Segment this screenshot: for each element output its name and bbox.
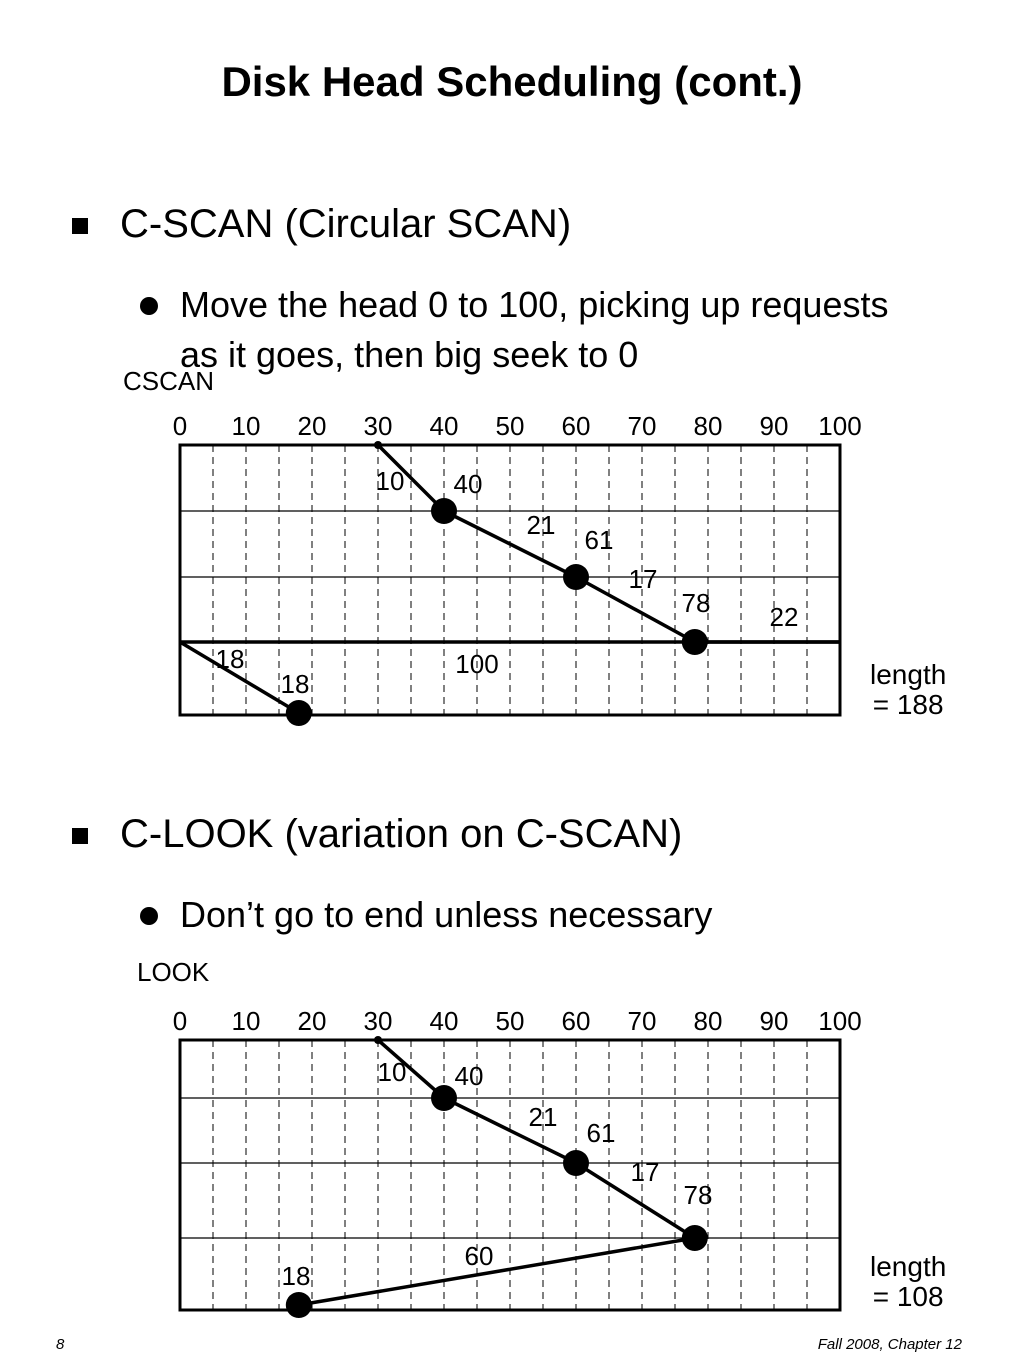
clook-length-value: = 108 (872, 1281, 944, 1312)
x-tick-label: 10 (231, 1006, 261, 1036)
x-tick-label: 20 (297, 411, 327, 441)
x-tick-label: 80 (693, 411, 723, 441)
clook-length-label: length (870, 1251, 947, 1282)
segment-length-label: 100 (455, 649, 499, 679)
segment-length-label: 18 (215, 644, 245, 674)
x-tick-label: 60 (561, 411, 591, 441)
segment-length-label: 60 (464, 1241, 494, 1271)
x-tick-label: 40 (429, 411, 459, 441)
x-tick-label: 0 (172, 1006, 188, 1036)
segment-length-label: 17 (628, 564, 658, 594)
slide-title: Disk Head Scheduling (cont.) (221, 58, 803, 105)
segment-length-label: 21 (526, 510, 556, 540)
clook-description: Don’t go to end unless necessary (180, 894, 713, 935)
x-tick-label: 70 (627, 411, 657, 441)
cscan-description: Move the head 0 to 100, picking up requests as it goes, then big seek to 0 (180, 284, 889, 375)
request-point (431, 1085, 457, 1111)
request-label: 78 (683, 1180, 713, 1210)
segment-length-label: 17 (630, 1157, 660, 1187)
page-number: 8 (56, 1336, 65, 1353)
request-label: 18 (280, 669, 310, 699)
request-label: 61 (586, 1118, 616, 1148)
request-point (431, 498, 457, 524)
cscan-length-value: = 188 (872, 689, 944, 720)
request-point (563, 1150, 589, 1176)
segment-length-label: 22 (769, 602, 799, 632)
request-label: 78 (681, 588, 711, 618)
clook-length (870, 1252, 946, 1312)
cscan-bullet (72, 202, 571, 247)
round-bullet-icon (140, 297, 158, 315)
x-tick-label: 0 (172, 411, 188, 441)
x-tick-label: 100 (818, 1006, 862, 1036)
x-tick-label: 30 (363, 411, 393, 441)
request-label: 18 (281, 1261, 311, 1291)
clook-bullet (72, 812, 682, 857)
request-label: 40 (454, 1061, 484, 1091)
clook-diagram-label: LOOK (137, 957, 210, 987)
x-tick-label: 10 (231, 411, 261, 441)
request-label: 61 (584, 525, 614, 555)
cscan-length (870, 660, 946, 720)
segment-length-label: 10 (377, 1057, 407, 1087)
x-tick-label: 40 (429, 1006, 459, 1036)
x-tick-label: 70 (627, 1006, 657, 1036)
x-tick-label: 50 (495, 411, 525, 441)
cscan-diagram-label: CSCAN (123, 366, 215, 396)
cscan-heading: C-SCAN (Circular SCAN) (120, 202, 572, 246)
clook-heading: C-LOOK (variation on C-SCAN) (120, 812, 683, 856)
round-bullet-icon (140, 907, 158, 925)
x-tick-label: 90 (759, 411, 789, 441)
request-label: 40 (453, 469, 483, 499)
segment-length-label: 10 (375, 466, 405, 496)
head-start-point (374, 1036, 382, 1044)
request-point (286, 1292, 312, 1318)
x-tick-label: 50 (495, 1006, 525, 1036)
request-point (563, 564, 589, 590)
x-tick-label: 90 (759, 1006, 789, 1036)
x-tick-label: 80 (693, 1006, 723, 1036)
cscan-length-label: length (870, 659, 947, 690)
x-tick-label: 60 (561, 1006, 591, 1036)
square-bullet-icon (72, 828, 88, 844)
seek-path-segment (299, 1238, 695, 1305)
request-point (682, 629, 708, 655)
request-point (682, 1225, 708, 1251)
head-start-point (374, 441, 382, 449)
segment-length-label: 21 (528, 1102, 558, 1132)
request-point (286, 700, 312, 726)
square-bullet-icon (72, 218, 88, 234)
footer-course: Fall 2008, Chapter 12 (817, 1336, 962, 1353)
clook-subbullet (140, 890, 900, 940)
x-tick-label: 100 (818, 411, 862, 441)
x-tick-label: 20 (297, 1006, 327, 1036)
x-tick-label: 30 (363, 1006, 393, 1036)
cscan-subbullet (140, 280, 900, 380)
